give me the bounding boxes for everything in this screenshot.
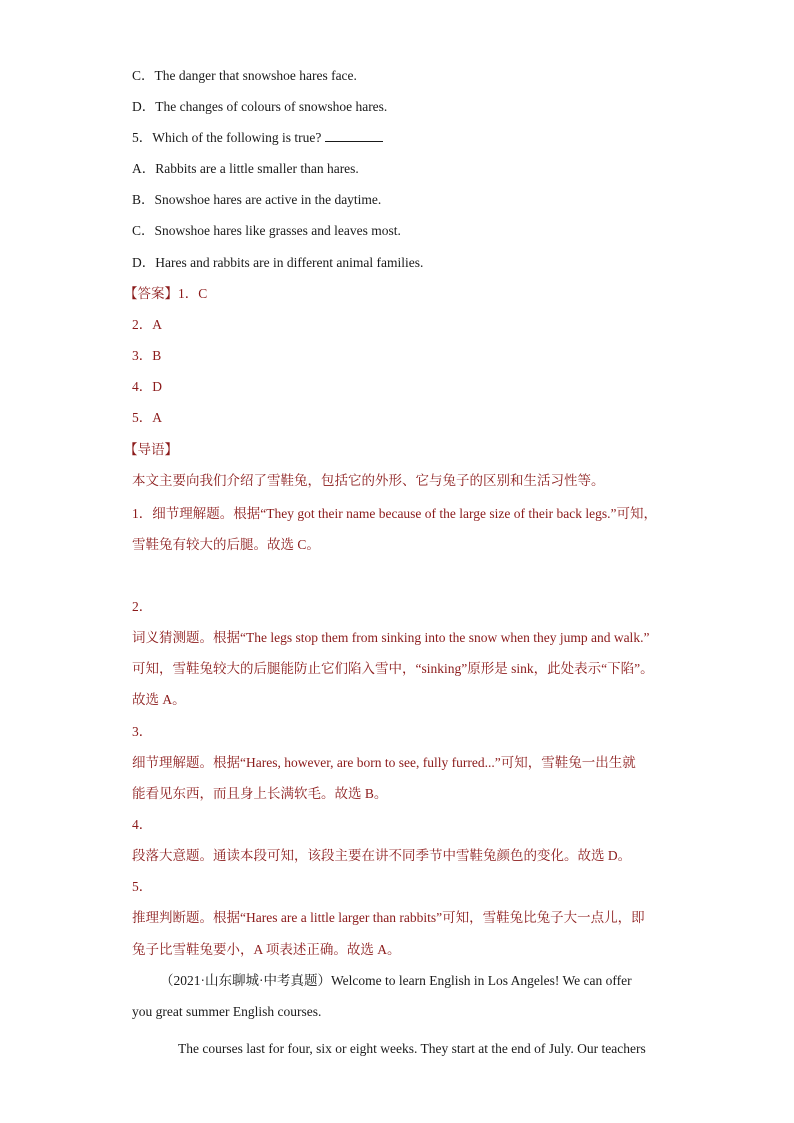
- explanation-3-line-1: 细节理解题。根据“Hares, however, are born to see, fully furred...”可知，雪鞋兔一出生就: [132, 755, 636, 770]
- question-5-text: 5．Which of the following is true?: [132, 130, 322, 145]
- answer-label: 【答案】1．C: [124, 286, 208, 301]
- answer-2: 2．A: [132, 317, 162, 332]
- explanation-5-line-1: 推理判断题。根据“Hares are a little larger than rabbits”可知，雪鞋兔比兔子大一点儿，即: [132, 910, 645, 925]
- explanation-4-line-1: 段落大意题。通读本段可知，该段主要在讲不同季节中雪鞋兔颜色的变化。故选 D。: [132, 848, 632, 863]
- explanation-1-line-1: 1．细节理解题。根据“They got their name because of the large size of their back legs.”可知，: [132, 506, 657, 521]
- question-5-stem: [132, 129, 383, 147]
- guide-summary: 本文主要向我们介绍了雪鞋兔，包括它的外形、它与兔子的区别和生活习性等。: [132, 473, 605, 488]
- passage-line-3: The courses last for four, six or eight weeks. They start at the end of July. Our teachers: [178, 1041, 646, 1056]
- explanation-3-line-2: 能看见东西，而且身上长满软毛。故选 B。: [132, 786, 388, 801]
- explanation-5-number: 5．: [132, 879, 153, 894]
- answer-blank: [325, 129, 383, 142]
- explanation-3-number: 3．: [132, 724, 153, 739]
- explanation-1-line-2: 雪鞋兔有较大的后腿。故选 C。: [132, 537, 320, 552]
- q5-option-a: A．Rabbits are a little smaller than hares.: [132, 161, 359, 176]
- passage-line-1: （2021·山东聊城·中考真题）Welcome to learn English in Los Angeles! We can offer: [160, 973, 632, 988]
- explanation-2-line-3: 故选 A。: [132, 692, 186, 707]
- passage-line-2: you great summer English courses.: [132, 1004, 322, 1019]
- explanation-4-number: 4．: [132, 817, 153, 832]
- answer-4: 4．D: [132, 379, 162, 394]
- explanation-2-line-2: 可知，雪鞋兔较大的后腿能防止它们陷入雪中，“sinking”原形是 sink，此处表示“下陷”。: [132, 661, 654, 676]
- q5-option-b: B．Snowshoe hares are active in the daytime.: [132, 192, 382, 207]
- option-d-q4: D．The changes of colours of snowshoe hares.: [132, 99, 388, 114]
- option-c-q4: C．The danger that snowshoe hares face.: [132, 68, 357, 83]
- answer-5: 5．A: [132, 410, 162, 425]
- q5-option-d: D．Hares and rabbits are in different animal families.: [132, 255, 424, 270]
- guide-label: 【导语】: [124, 442, 178, 457]
- explanation-2-number: 2．: [132, 599, 153, 614]
- q5-option-c: C．Snowshoe hares like grasses and leaves most.: [132, 223, 401, 238]
- explanation-5-line-2: 兔子比雪鞋兔要小，A 项表述正确。故选 A。: [132, 942, 401, 957]
- explanation-2-line-1: 词义猜测题。根据“The legs stop them from sinking into the snow when they jump and walk.”: [132, 630, 650, 645]
- answer-3: 3．B: [132, 348, 162, 363]
